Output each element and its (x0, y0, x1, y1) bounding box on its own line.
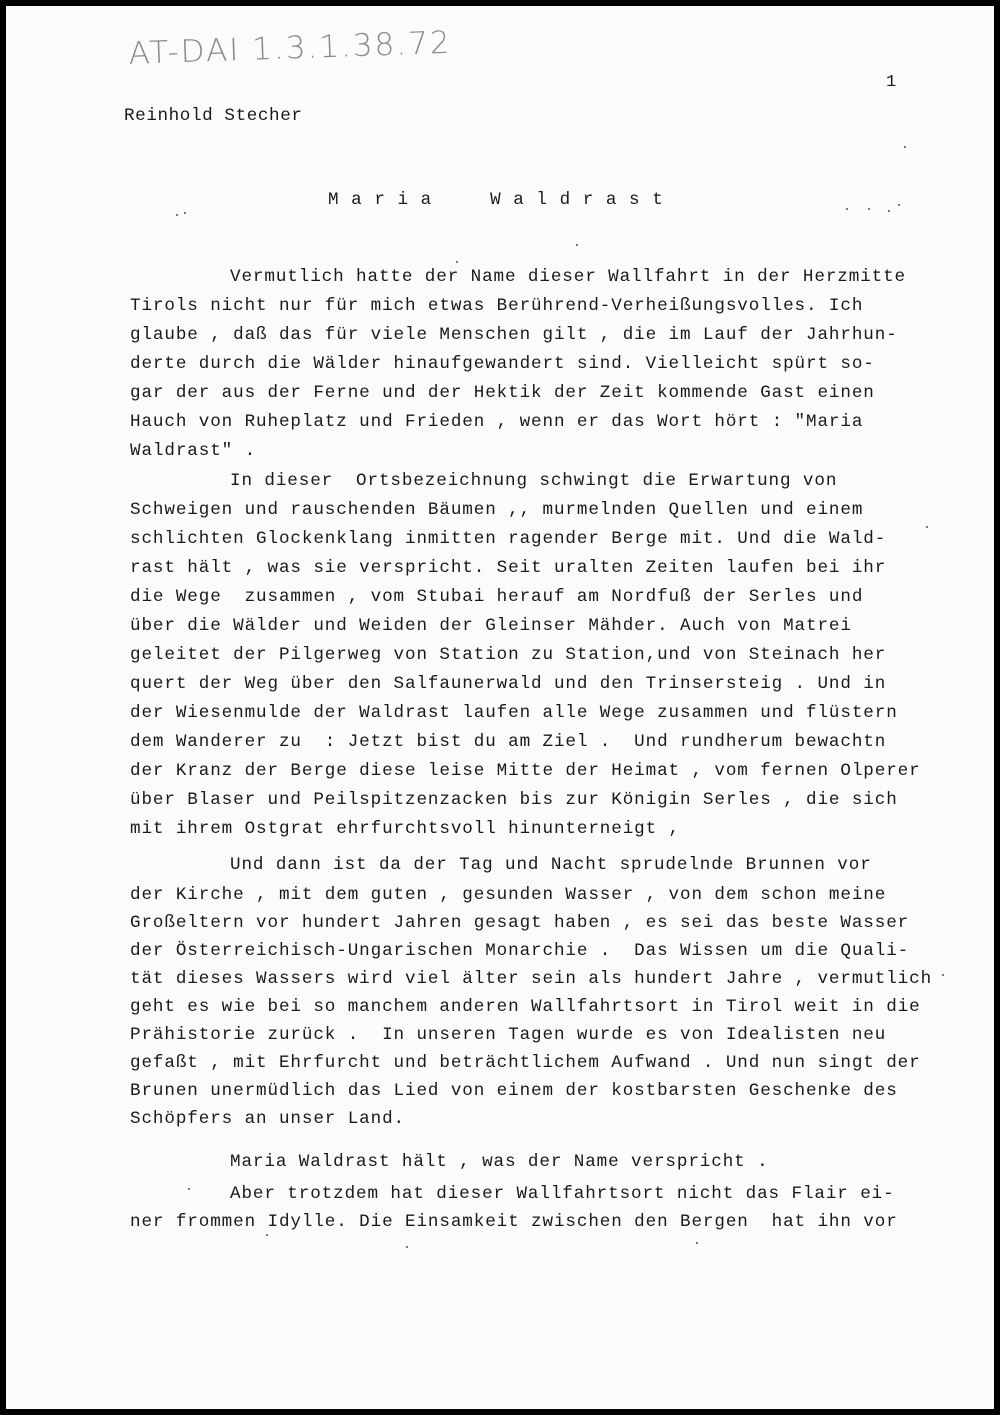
author-name: Reinhold Stecher (124, 106, 303, 126)
text-line: Vermutlich hatte der Name dieser Wallfahrt in der Herzmitte (230, 267, 907, 287)
text-line: quert der Weg über den Salfaunerwald und den Trinsersteig . Und in (130, 674, 887, 694)
text-line: die Wege zusammen , vom Stubai herauf am Nordfuß der Serles und (130, 587, 864, 607)
text-line: glaube , daß das für viele Menschen gilt , die im Lauf der Jahrhun- (130, 325, 898, 345)
scan-speck (898, 204, 900, 206)
text-line: Prähistorie zurück . In unseren Tagen wurde es von Idealisten neu (130, 1025, 887, 1045)
scan-speck (888, 210, 890, 212)
text-line: der Österreichisch-Ungarischen Monarchie . Das Wissen um die Quali- (130, 941, 910, 961)
text-line: dem Wanderer zu : Jetzt bist du am Ziel . Und rundherum bewachtn (130, 732, 887, 752)
text-line: gar der aus der Ferne und der Hektik der Zeit kommende Gast einen (130, 383, 875, 403)
page-number: 1 (886, 73, 897, 92)
scan-speck (406, 1246, 408, 1248)
text-line: Und dann ist da der Tag und Nacht sprudelnde Brunnen vor (230, 855, 872, 875)
text-line: schlichten Glockenklang inmitten ragender Berge mit. Und die Wald- (130, 529, 887, 549)
text-line: Maria Waldrast hält , was der Name verspricht . (230, 1152, 769, 1172)
text-line: geleitet der Pilgerweg von Station zu Station,und von Steinach her (130, 645, 887, 665)
scan-speck (184, 212, 186, 214)
scan-speck (868, 208, 870, 210)
text-line: tät dieses Wassers wird viel älter sein als hundert Jahre , vermutlich (130, 969, 933, 989)
text-line: Hauch von Ruheplatz und Frieden , wenn er das Wort hört : "Maria (130, 412, 864, 432)
text-line: der Wiesenmulde der Waldrast laufen alle Wege zusammen und flüstern (130, 703, 898, 723)
text-line: Aber trotzdem hat dieser Wallfahrtsort nicht das Flair ei- (230, 1184, 895, 1204)
text-line: gefaßt , mit Ehrfurcht und beträchtlichem Aufwand . Und nun singt der (130, 1053, 921, 1073)
scan-speck (456, 261, 458, 263)
text-line: der Kirche , mit dem guten , gesunden Wasser , von dem schon meine (130, 885, 887, 905)
text-line: mit ihrem Ostgrat ehrfurchtsvoll hinunterneigt , (130, 819, 680, 839)
document-page (6, 6, 994, 1409)
text-line: rast hält , was sie verspricht. Seit uralten Zeiten laufen bei ihr (130, 558, 887, 578)
scan-speck (188, 1188, 190, 1190)
scan-speck (926, 526, 928, 528)
text-line: Brunen unermüdlich das Lied von einem der kostbarsten Geschenke des (130, 1081, 898, 1101)
document-title: Maria Waldrast (328, 190, 676, 210)
scan-speck (266, 1234, 268, 1236)
scan-speck (904, 146, 906, 148)
text-line: derte durch die Wälder hinaufgewandert sind. Vielleicht spürt so- (130, 354, 875, 374)
scan-speck (176, 214, 178, 216)
text-line: In dieser Ortsbezeichnung schwingt die Erwartung von (230, 471, 838, 491)
text-line: Waldrast" . (130, 441, 257, 461)
archive-signature: AT-DAI 1.3.1.38.72 (128, 24, 453, 72)
scan-speck (846, 208, 848, 210)
text-line: über die Wälder und Weiden der Gleinser Mähder. Auch von Matrei (130, 616, 852, 636)
text-line: über Blaser und Peilspitzenzacken bis zur Königin Serles , die sich (130, 790, 898, 810)
text-line: Tirols nicht nur für mich etwas Berührend-Verheißungsvolles. Ich (130, 296, 864, 316)
text-line: Großeltern vor hundert Jahren gesagt haben , es sei das beste Wasser (130, 913, 910, 933)
text-line: Schweigen und rauschenden Bäumen ,, murmelnden Quellen und einem (130, 500, 864, 520)
scan-speck (576, 244, 578, 246)
text-line: Schöpfers an unser Land. (130, 1109, 405, 1129)
text-line: geht es wie bei so manchem anderen Wallfahrtsort in Tirol weit in die (130, 997, 921, 1017)
scan-speck (696, 1242, 698, 1244)
text-line: der Kranz der Berge diese leise Mitte der Heimat , vom fernen Olperer (130, 761, 921, 781)
scan-speck (942, 974, 944, 976)
text-line: ner frommen Idylle. Die Einsamkeit zwischen den Bergen hat ihn vor (130, 1212, 898, 1232)
